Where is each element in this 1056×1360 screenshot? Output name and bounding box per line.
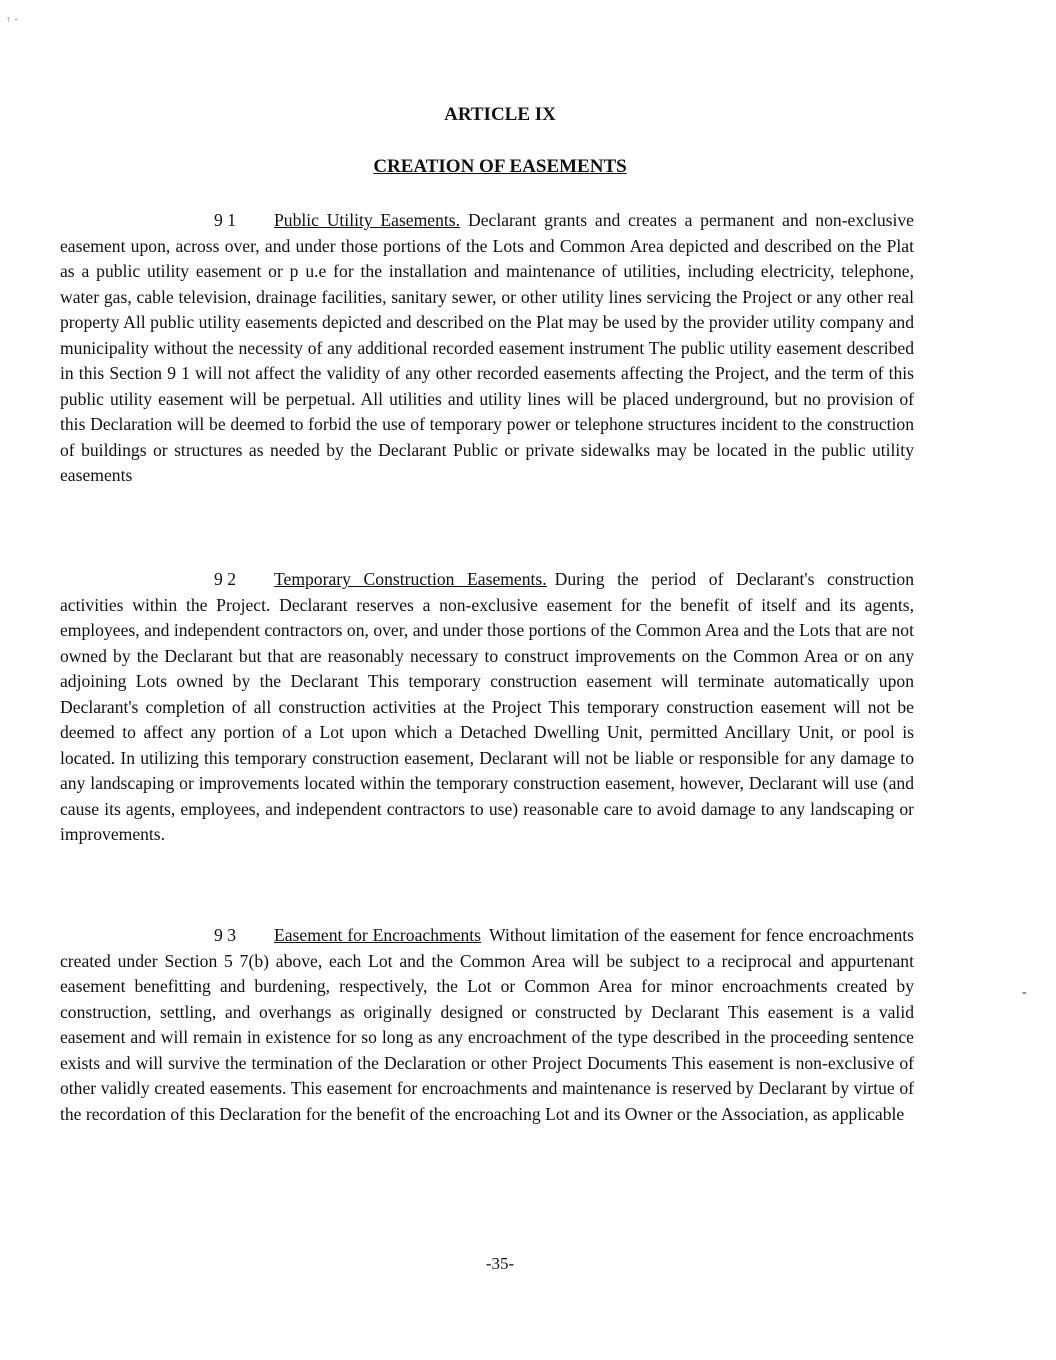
section-title: Public Utility Easements.	[274, 210, 461, 230]
section-title: Temporary Construction Easements.	[274, 569, 547, 589]
section-9-2-paragraph	[60, 567, 914, 848]
article-title: CREATION OF EASEMENTS	[373, 156, 627, 177]
section-number: 9 1	[214, 210, 236, 230]
section-number: 9 3	[214, 925, 236, 945]
section-body: During the period of Declarant's construction activities within the Project. Declarant reserves a non-exclusive easement for the benefit of itself and its agents, employees, and independent contractors on, over, and under those portions of the Common Area and the Lots that are not owned by the Declarant but that are reasonably necessary to construct improvements on the Common Area or on any adjoining Lots owned by the Declarant This temporary construction easement will terminate automatically upon Declarant's completion of all construction activities at the Project This temporary construction easement will not be deemed to affect any portion of a Lot upon which a Detached Dwelling Unit, permitted Ancillary Unit, or pool is located. In utilizing this temporary construction easement, Declarant will not be liable or responsible for any damage to any landscaping or improvements located within the temporary construction easement, however, Declarant will use (and cause its agents, employees, and independent contractors to use) reasonable care to avoid damage to any landscaping or improvements.	[60, 569, 914, 844]
section-body: Without limitation of the easement for fence encroachments created under Section 5 7(b) above, each Lot and the Common Area will be subject to a reciprocal and appurtenant easement benefitting and burdening, respectively, the Lot or Common Area for minor encroachments created by construction, settling, and overhangs as originally designed or constructed by Declarant This easement is a valid easement and will remain in existence for so long as any encroachment of the type described in the proceeding sentence exists and will survive the termination of the Declaration or other Project Documents This easement is non-exclusive of other validly created easements. This easement for encroachments and maintenance is reserved by Declarant by virtue of the recordation of this Declaration for the benefit of the encroaching Lot and its Owner or the Association, as applicable	[60, 925, 915, 1124]
section-9-3-paragraph	[60, 923, 914, 1127]
section-9-1-paragraph	[60, 208, 914, 489]
section-number: 9 2	[214, 569, 236, 589]
page-number: -35-	[485, 1254, 515, 1273]
section-title: Easement for Encroachments	[274, 925, 482, 945]
section-body: Declarant grants and creates a permanent and non-exclusive easement upon, across over, and under those portions of the Lots and Common Area depicted and described on the Plat as a public utility easement or p u.e for the installation and maintenance of utilities, including electricity, telephone, water gas, cable television, drainage facilities, sanitary sewer, or other utility lines servicing the Project or any other real property All public utility easements depicted and described on the Plat may be used by the provider utility company and municipality without the necessity of any additional recorded easement instrument The public utility easement described in this Section 9 1 will not affect the validity of any other recorded easements affecting the Project, and the term of this public utility easement will be perpetual. All utilities and utility lines will be placed underground, but no provision of this Declaration will be deemed to forbid the use of temporary power or telephone structures incident to the construction of buildings or structures as needed by the Declarant Public or private sidewalks may be located in the public utility easements	[60, 210, 914, 485]
margin-mark: -	[1022, 985, 1027, 1000]
scan-corner-mark: ↑ -	[6, 14, 19, 24]
article-heading: ARTICLE IX	[444, 104, 556, 125]
